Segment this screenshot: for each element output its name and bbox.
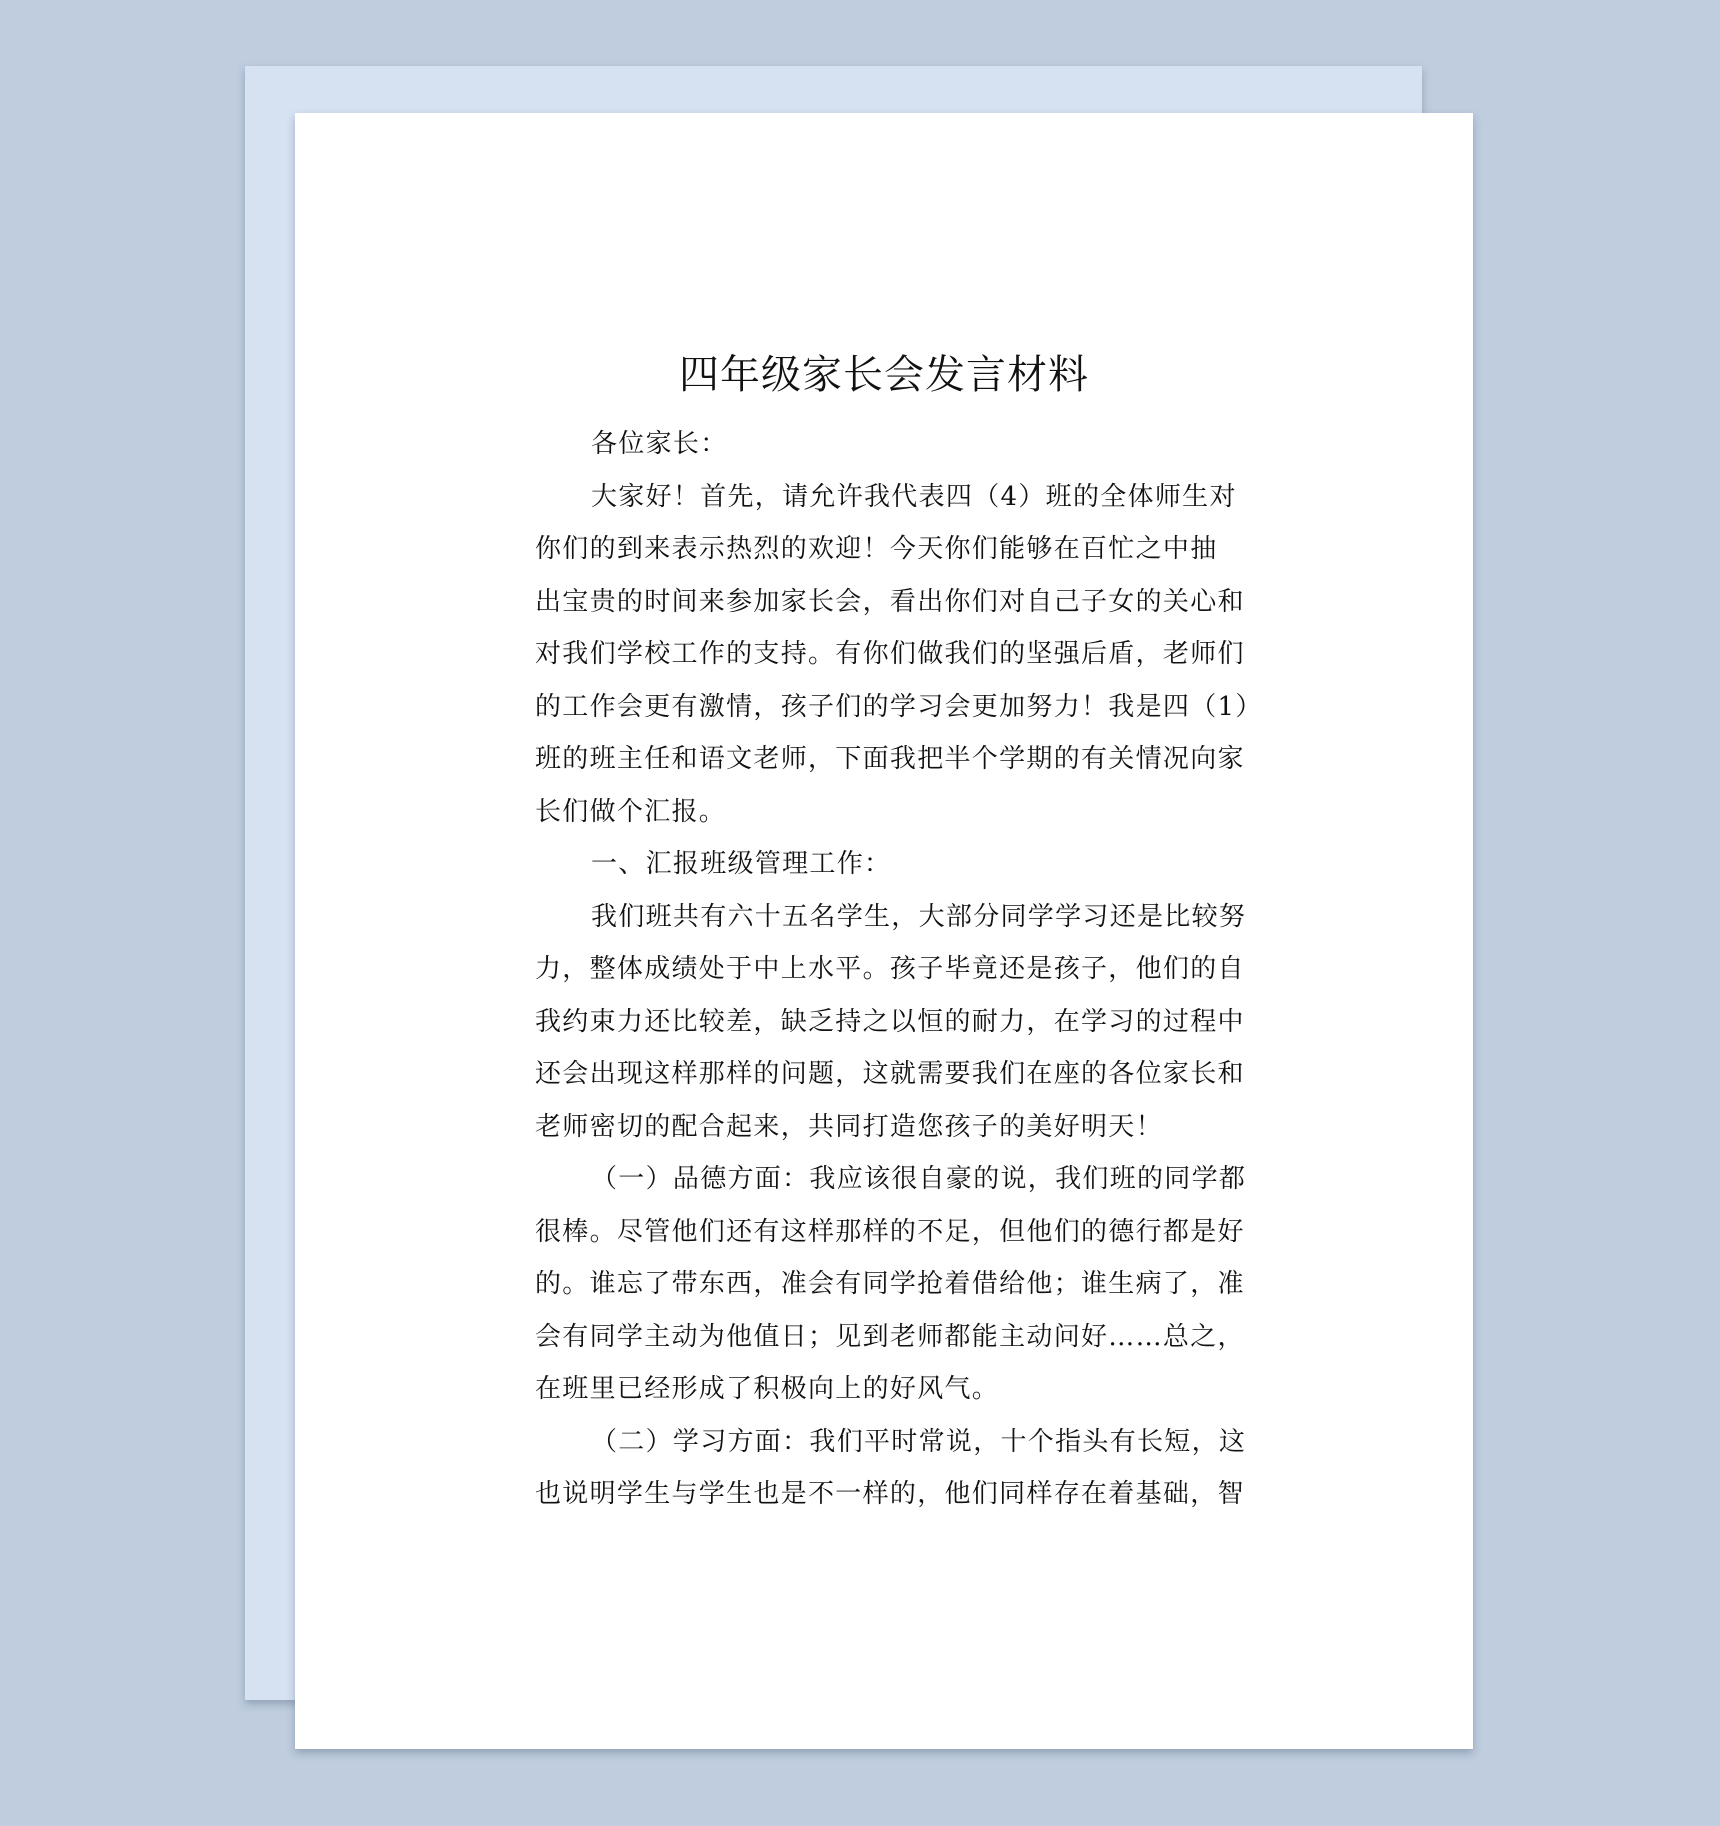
- text-line: 各位家长：: [591, 429, 728, 459]
- text-line: 大家好！首先，请允许我代表四（4）班的全体师生对: [591, 481, 1237, 512]
- text-line: 我们班共有六十五名学生，大部分同学学习还是比较努: [591, 901, 1247, 932]
- document-page: [295, 113, 1473, 1749]
- text-line: （一）品德方面：我应该很自豪的说，我们班的同学都: [591, 1164, 1247, 1194]
- text-line: 对我们学校工作的支持。有你们做我们的坚强后盾，老师们: [535, 639, 1245, 669]
- paragraph: [535, 891, 1255, 1154]
- text-line: 还会出现这样那样的问题，这就需要我们在座的各位家长和: [535, 1059, 1245, 1089]
- text-line: 的工作会更有激情，孩子们的学习会更加努力！我是四（1）: [535, 691, 1263, 722]
- text-line: 老师密切的配合起来，共同打造您孩子的美好明天！: [535, 1111, 1163, 1142]
- document-body: [535, 418, 1263, 1521]
- text-line: （二）学习方面：我们平时常说，十个指头有长短，这: [591, 1426, 1247, 1457]
- text-line: 很棒。尽管他们还有这样那样的不足，但他们的德行都是好: [535, 1216, 1245, 1247]
- paragraph: [535, 471, 1263, 839]
- text-line: 出宝贵的时间来参加家长会，看出你们对自己子女的关心和: [535, 586, 1245, 617]
- paragraph: [535, 1416, 1255, 1521]
- text-line: 长们做个汇报。: [535, 796, 727, 827]
- text-line: 在班里已经形成了积极向上的好风气。: [535, 1374, 1000, 1404]
- text-line: 一、汇报班级管理工作：: [591, 849, 892, 879]
- text-line: 也说明学生与学生也是不一样的，他们同样存在着基础，智: [535, 1479, 1245, 1509]
- text-line: 会有同学主动为他值日；见到老师都能主动问好……总之，: [535, 1321, 1245, 1352]
- text-line: 的。谁忘了带东西，准会有同学抢着借给他；谁生病了，准: [535, 1269, 1245, 1299]
- text-line: 你们的到来表示热烈的欢迎！今天你们能够在百忙之中抽: [535, 534, 1218, 564]
- document-title: 四年级家长会发言材料: [679, 352, 1089, 398]
- paragraph: [535, 418, 1255, 471]
- text-line: 我约束力还比较差，缺乏持之以恒的耐力，在学习的过程中: [535, 1006, 1245, 1037]
- paragraph: [535, 1153, 1255, 1416]
- text-line: 班的班主任和语文老师，下面我把半个学期的有关情况向家: [535, 744, 1245, 774]
- paragraph: [535, 838, 1255, 891]
- text-line: 力，整体成绩处于中上水平。孩子毕竟还是孩子，他们的自: [535, 954, 1245, 984]
